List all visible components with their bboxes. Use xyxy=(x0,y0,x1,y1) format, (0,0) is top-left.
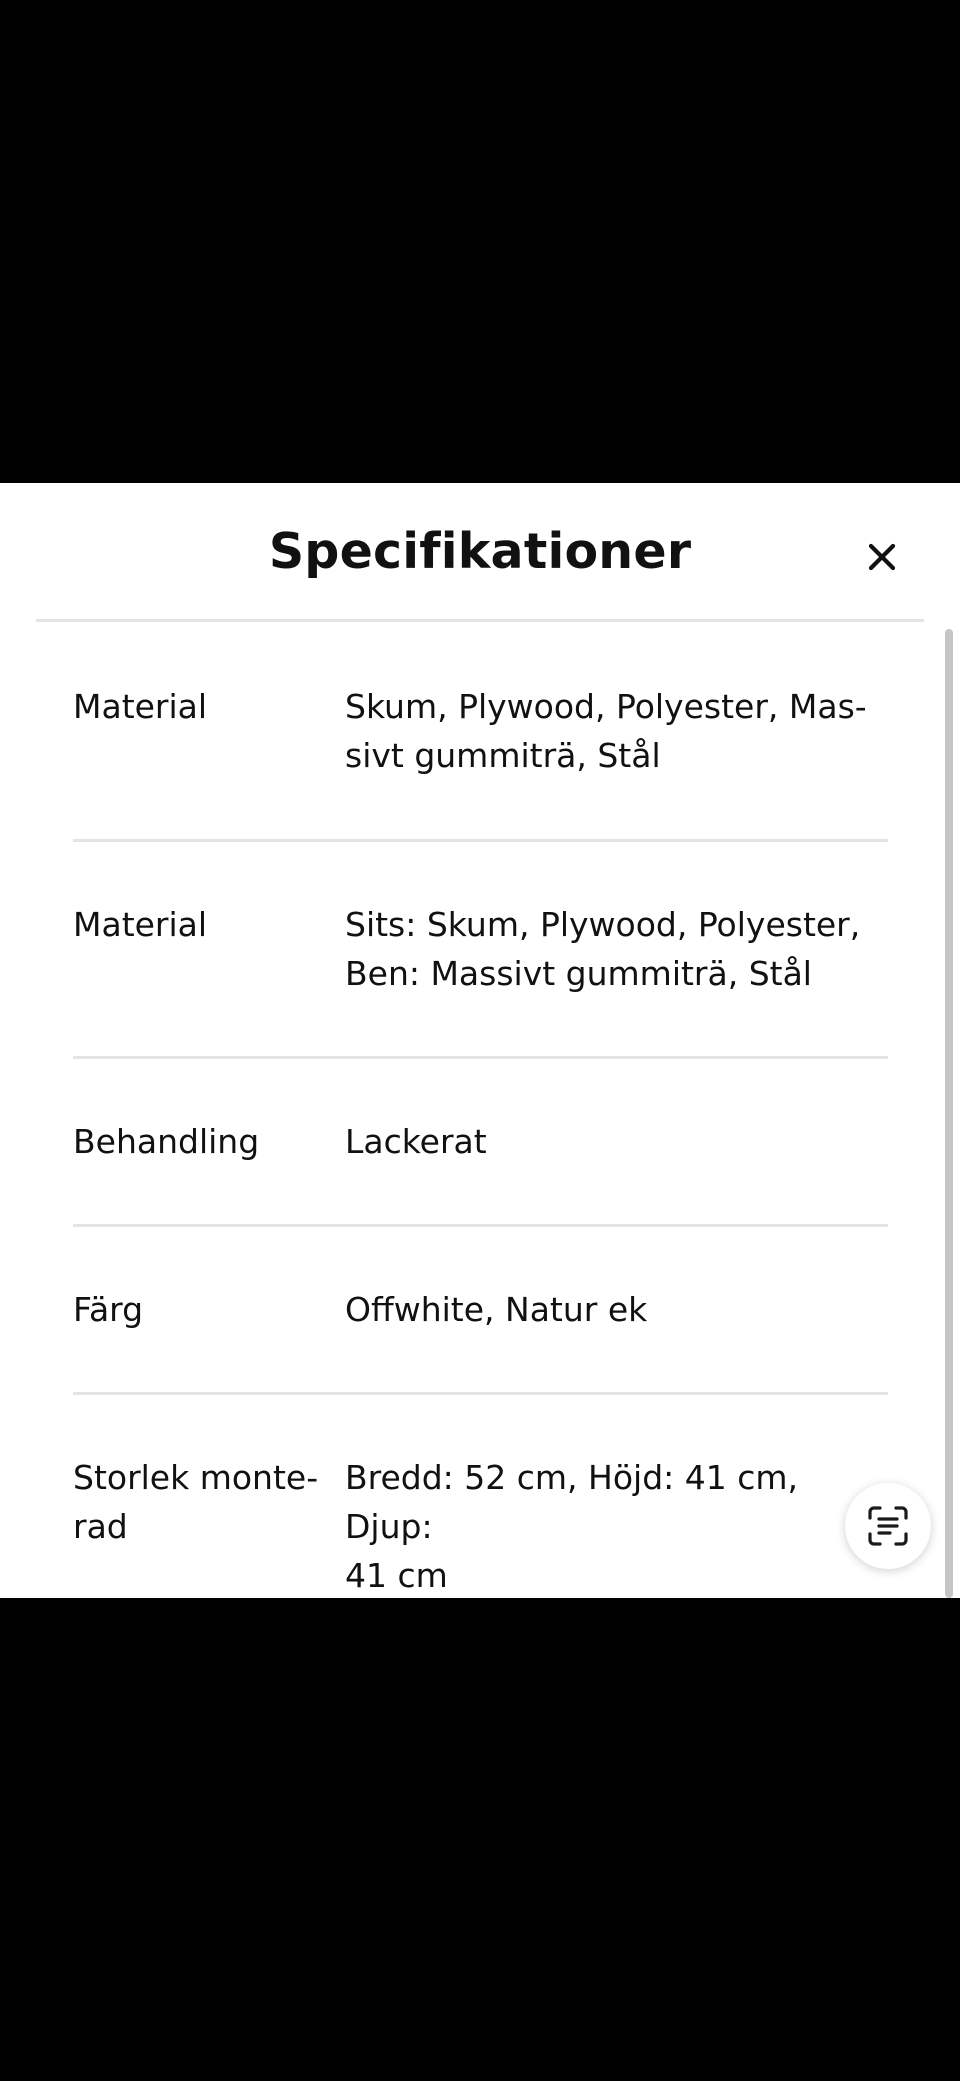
sheet-header xyxy=(0,483,960,620)
spec-value: Sits: Skum, Plywood, Polyester, Ben: Massivt gummiträ, Stål xyxy=(345,905,861,993)
close-icon xyxy=(867,542,897,572)
spec-label: Material xyxy=(73,905,208,944)
close-button[interactable] xyxy=(854,529,910,585)
spec-value: Skum, Plywood, Polyester, Mas- sivt gummiträ, Stål xyxy=(345,687,867,775)
spec-label: Behandling xyxy=(73,1122,260,1161)
specifications-sheet xyxy=(0,483,960,1598)
spec-label: Storlek monte- rad xyxy=(73,1458,319,1546)
spec-row-treatment xyxy=(73,1059,888,1227)
spec-row-material xyxy=(73,622,888,842)
text-scan-icon xyxy=(864,1502,912,1550)
sheet-title: Specifikationer xyxy=(268,523,692,580)
text-scan-button[interactable] xyxy=(845,1483,931,1569)
spec-value: Bredd: 52 cm, Höjd: 41 cm, Djup: 41 cm xyxy=(345,1458,799,1595)
scrollbar-thumb[interactable] xyxy=(945,629,953,1598)
scrollbar[interactable] xyxy=(941,629,957,1598)
spec-label: Färg xyxy=(73,1290,144,1329)
spec-value: Lackerat xyxy=(345,1122,487,1161)
spec-row-color xyxy=(73,1227,888,1395)
spec-value: Offwhite, Natur ek xyxy=(345,1290,648,1329)
spec-row-material-detail xyxy=(73,842,888,1059)
spec-label: Material xyxy=(73,687,208,726)
spec-row-assembled-size xyxy=(73,1395,888,1595)
spec-list xyxy=(73,622,888,1595)
